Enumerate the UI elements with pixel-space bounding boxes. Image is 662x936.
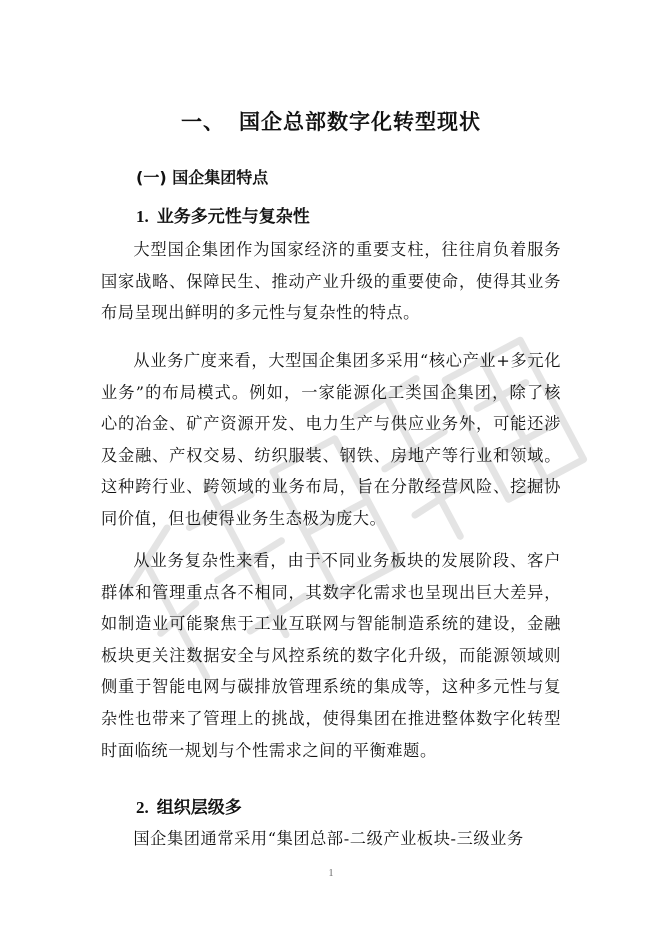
chapter-number: 一、 xyxy=(181,110,225,134)
chapter-heading xyxy=(0,106,662,136)
paragraph-2: 从业务广度来看，大型国企集团多采用“核心产业+多元化业务”的布局模式。例如，一家能源化工类国企集团，除了核心的冶金、矿产资源开发、电力生产与供应业务外，可能还涉及金融、产权交易、纺织服装、钢铁、房地产等行业和领域。这种跨行业、跨领域的业务布局，旨在分散经营风险、挖掘协同价值，但也使得业务生态极为庞大。 xyxy=(101,351,561,528)
paragraph-3: 从业务复杂性来看，由于不同业务板块的发展阶段、客户群体和管理重点各不相同，其数字化需求也呈现出巨大差异，如制造业可能聚焦于工业互联网与智能制造系统的建设，金融板块更关注数据安全与风控系统的数字化升级，而能源领域则侧重于智能电网与碳排放管理系统的集成等，这种多元性与复杂性也带来了管理上的挑战，使得集团在推进整体数字化转型时面临统一规划与个性需求之间的平衡难题。 xyxy=(101,551,561,760)
subsection-number-2: 2. xyxy=(136,798,149,817)
subsection-heading-2 xyxy=(136,793,242,818)
paragraph-1: 大型国企集团作为国家经济的重要支柱，往往肩负着服务国家战略、保障民生、推动产业升级的重要使命，使得其业务布局呈现出鲜明的多元性与复杂性的特点。 xyxy=(101,240,561,323)
subsection-heading-1 xyxy=(136,202,310,227)
subsection-title-2: 组织层级多 xyxy=(156,798,242,818)
chapter-title: 国企总部数字化转型现状 xyxy=(239,110,481,134)
paragraph-4: 国企集团通常采用“集团总部-二级产业板块-三级业务 xyxy=(133,829,524,848)
section-heading: (一) 国企集团特点 xyxy=(136,168,269,187)
subsection-number-1: 1. xyxy=(136,207,149,226)
page-number: 1 xyxy=(328,868,334,879)
subsection-title-1: 业务多元性与复杂性 xyxy=(156,207,310,227)
